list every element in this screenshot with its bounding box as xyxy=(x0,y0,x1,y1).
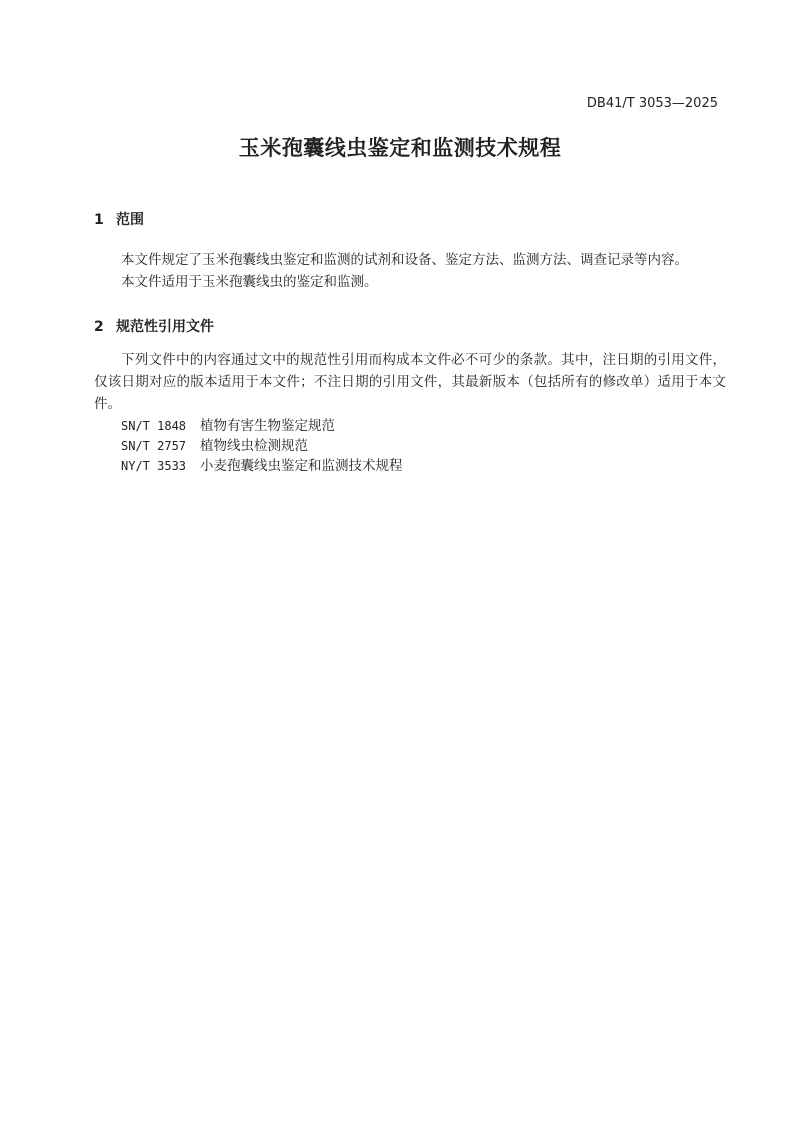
document-title: 玉米孢囊线虫鉴定和监测技术规程 xyxy=(238,136,562,160)
section-1-paragraph-1: 本文件规定了玉米孢囊线虫鉴定和监测的试剂和设备、鉴定方法、监测方法、调查记录等内容。 xyxy=(121,252,688,268)
normative-reference-list xyxy=(121,416,403,476)
section-heading-1 xyxy=(94,209,144,229)
section-title: 规范性引用文件 xyxy=(116,319,214,335)
section-title: 范围 xyxy=(116,212,144,228)
section-2-paragraph-1: 下列文件中的内容通过文中的规范性引用而构成本文件必不可少的条款。其中，注日期的引用文件，仅该日期对应的版本适用于本文件；不注日期的引用文件，其最新版本（包括所有的修改单）适用于本文件。 xyxy=(94,352,726,412)
section-number: 1 xyxy=(94,212,104,228)
reference-code: NY/T 3533 xyxy=(121,459,187,473)
reference-title: 植物线虫检测规范 xyxy=(200,438,308,454)
reference-code: SN/T 1848 xyxy=(121,419,187,433)
reference-code: SN/T 2757 xyxy=(121,439,187,453)
section-number: 2 xyxy=(94,319,104,335)
reference-item xyxy=(121,436,403,456)
document-code: DB41/T 3053—2025 xyxy=(586,96,718,111)
section-1-paragraph-2: 本文件适用于玉米孢囊线虫的鉴定和监测。 xyxy=(121,274,378,290)
reference-title: 植物有害生物鉴定规范 xyxy=(200,418,335,434)
reference-title: 小麦孢囊线虫鉴定和监测技术规程 xyxy=(200,458,403,474)
section-heading-2 xyxy=(94,316,214,336)
reference-item xyxy=(121,456,403,476)
reference-item xyxy=(121,416,403,436)
